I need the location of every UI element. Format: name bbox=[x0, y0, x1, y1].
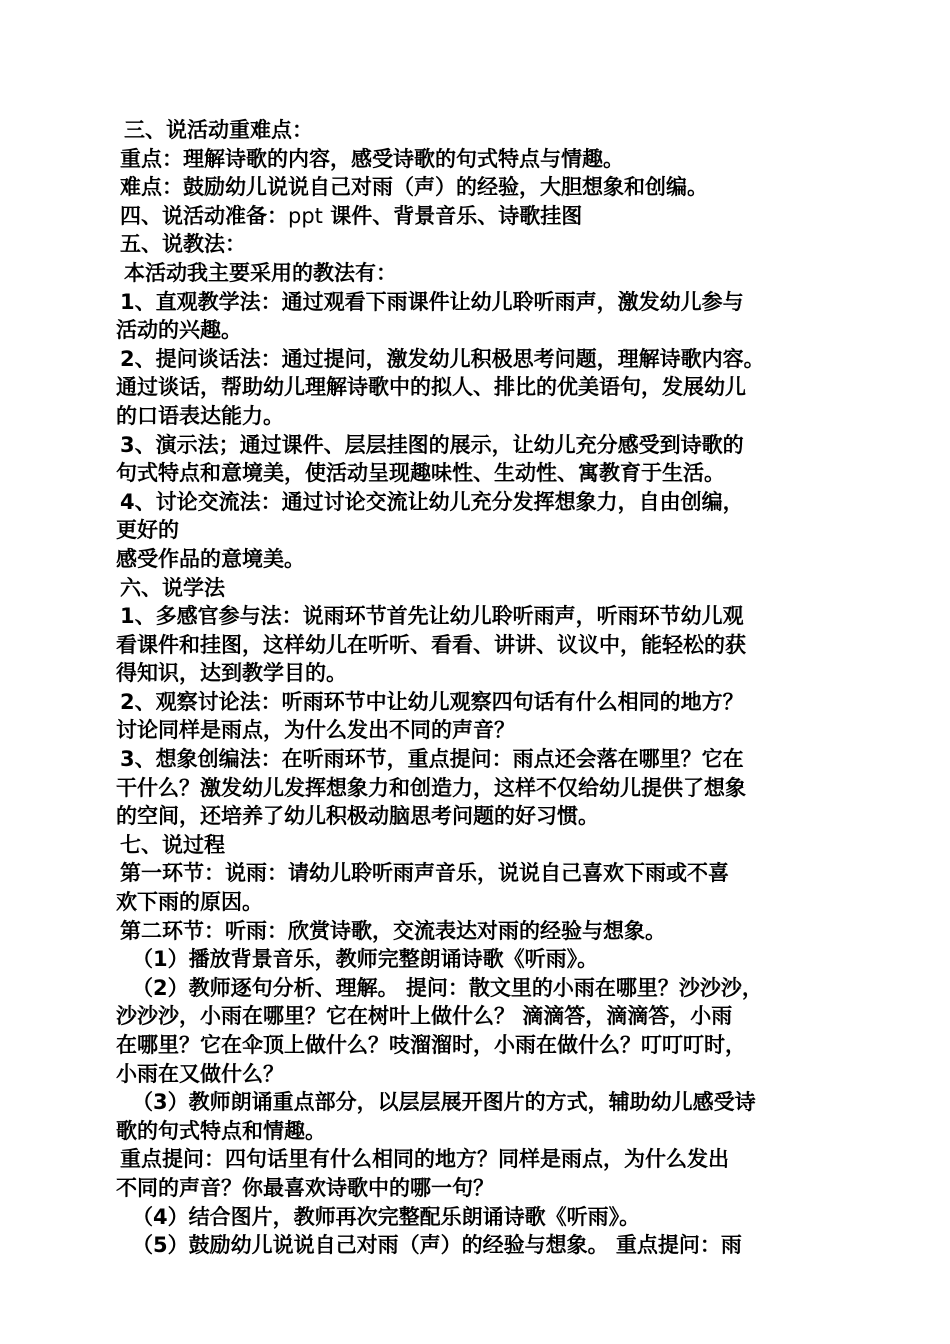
paragraph-line: 3、演示法；通过课件、层层挂图的展示，让幼儿充分感受到诗歌的 bbox=[120, 432, 744, 457]
paragraph-line: （2）教师逐句分析、理解。 提问：散文里的小雨在哪里？沙沙沙， bbox=[132, 975, 763, 1000]
document-body bbox=[116, 116, 836, 1260]
paragraph-line: （3）教师朗诵重点部分，以层层展开图片的方式，辅助幼儿感受诗 bbox=[132, 1090, 756, 1115]
section-heading: 五、说教法： bbox=[120, 232, 246, 257]
paragraph-line: 沙沙沙，小雨在哪里？它在树叶上做什么？ 滴滴答，滴滴答，小雨 bbox=[116, 1004, 733, 1029]
paragraph-line: 欢下雨的原因。 bbox=[116, 890, 263, 915]
paragraph-line: 在哪里？它在伞顶上做什么？吱溜溜时，小雨在做什么？叮叮叮时， bbox=[116, 1033, 746, 1057]
paragraph-line: 的口语表达能力。 bbox=[116, 403, 284, 428]
paragraph-line: 讨论同样是雨点，为什么发出不同的声音？ bbox=[116, 718, 515, 743]
paragraph-line: 重点提问：四句话里有什么相同的地方？同样是雨点，为什么发出 bbox=[120, 1147, 729, 1172]
paragraph-line: 感受作品的意境美。 bbox=[116, 546, 305, 571]
paragraph-line: 第二环节：听雨：欣赏诗歌，交流表达对雨的经验与想象。 bbox=[120, 918, 666, 943]
paragraph-line: 活动的兴趣。 bbox=[116, 318, 242, 343]
paragraph-line: 1、直观教学法：通过观看下雨课件让幼儿聆听雨声，激发幼儿参与 bbox=[120, 289, 744, 314]
paragraph-line: 2、提问谈话法：通过提问，激发幼儿积极思考问题，理解诗歌内容。 bbox=[120, 346, 765, 371]
paragraph-line: 小雨在又做什么？ bbox=[116, 1061, 284, 1086]
paragraph-line: 3、想象创编法：在听雨环节，重点提问：雨点还会落在哪里？它在 bbox=[120, 747, 744, 772]
heading-part: ppt bbox=[288, 203, 323, 228]
section-heading: 三、说活动重难点： bbox=[124, 118, 313, 142]
paragraph-line: 难点：鼓励幼儿说说自己对雨（声）的经验，大胆想象和创编。 bbox=[120, 175, 708, 200]
paragraph-line: 的空间，还培养了幼儿积极动脑思考问题的好习惯。 bbox=[116, 804, 599, 829]
paragraph-line: 句式特点和意境美，使活动呈现趣味性、生动性、寓教育于生活。 bbox=[116, 461, 725, 486]
paragraph-line: 干什么？激发幼儿发挥想象力和创造力，这样不仅给幼儿提供了想象 bbox=[116, 775, 746, 800]
heading-part: 课件、背景音乐、诗歌挂图 bbox=[322, 203, 583, 228]
paragraph-line: （4）结合图片，教师再次完整配乐朗诵诗歌《听雨》。 bbox=[132, 1204, 641, 1229]
paragraph-line: 4、讨论交流法：通过讨论交流让幼儿充分发挥想象力，自由创编， bbox=[120, 489, 744, 514]
paragraph-line: 本活动我主要采用的教法有： bbox=[124, 260, 397, 285]
section-heading: 七、说过程 bbox=[120, 832, 225, 857]
section-heading: 六、说学法 bbox=[120, 575, 225, 600]
paragraph-line: 更好的 bbox=[116, 518, 179, 543]
paragraph-line: 2、观察讨论法：听雨环节中让幼儿观察四句话有什么相同的地方？ bbox=[120, 689, 744, 714]
paragraph-line: （1）播放背景音乐，教师完整朗诵诗歌《听雨》。 bbox=[132, 947, 599, 972]
paragraph-line: 第一环节：说雨：请幼儿聆听雨声音乐，说说自己喜欢下雨或不喜 bbox=[120, 861, 729, 886]
paragraph-line: 看课件和挂图，这样幼儿在听听、看看、讲讲、议议中，能轻松的获 bbox=[116, 632, 746, 657]
paragraph-line: （5）鼓励幼儿说说自己对雨（声）的经验与想象。 重点提问：雨 bbox=[132, 1233, 742, 1258]
paragraph-line: 重点：理解诗歌的内容，感受诗歌的句式特点与情趣。 bbox=[120, 146, 624, 171]
paragraph-line: 得知识，达到教学目的。 bbox=[116, 661, 347, 686]
paragraph-line: 1、多感官参与法：说雨环节首先让幼儿聆听雨声，听雨环节幼儿观 bbox=[120, 604, 744, 629]
paragraph-line: 通过谈话，帮助幼儿理解诗歌中的拟人、排比的优美语句，发展幼儿 bbox=[116, 375, 746, 400]
heading-part: 四、说活动准备： bbox=[120, 203, 288, 228]
paragraph-line: 歌的句式特点和情趣。 bbox=[116, 1118, 326, 1143]
section-heading bbox=[116, 202, 836, 231]
paragraph-line: 不同的声音？你最喜欢诗歌中的哪一句？ bbox=[116, 1175, 494, 1200]
